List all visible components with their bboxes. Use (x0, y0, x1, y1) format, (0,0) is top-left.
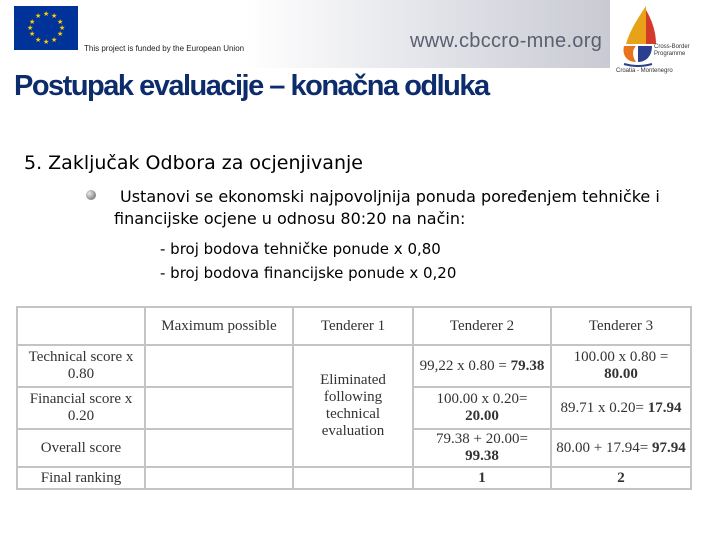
tenderer-1-eliminated: Eliminated following technical evaluation (293, 345, 413, 467)
tenderer-3-overall (551, 429, 691, 467)
cross-border-programme-logo (612, 4, 716, 84)
tenderer-2-ranking (413, 467, 551, 489)
page-title: Postupak evaluacije – konačna odluka (14, 70, 489, 102)
tenderer-3-overall-result: 97.94 (651, 439, 686, 456)
header-empty-cell (17, 307, 145, 345)
table-row (17, 345, 691, 387)
eu-flag-icon: ★ ★ ★ ★ ★ ★ ★ ★ ★ ★ ★ ★ (14, 6, 78, 50)
website-url[interactable]: www.cbccro-mne.org (410, 30, 603, 52)
logo-text-3: Croatia - Montenegro (616, 68, 673, 74)
tenderer-2-technical-calc: 99,22 x 0.80 = (419, 357, 511, 374)
tenderer-3-rank-value: 2 (617, 469, 625, 486)
header-tenderer-2: Tenderer 2 (413, 307, 551, 345)
sub-item-financial: - broj bodova financijske ponude x 0,20 (160, 264, 457, 282)
tenderer-2-rank-value: 1 (478, 469, 486, 486)
logo-text-1: Cross-Border (654, 44, 690, 50)
tenderer-3-financial-result: 17.94 (647, 399, 682, 416)
tenderer-1-ranking (293, 467, 413, 489)
logo-text-2: Programme (654, 51, 686, 57)
tenderer-3-technical-calc: 100.00 x 0.80 = (573, 349, 669, 365)
row-label-overall: Overall score (17, 429, 145, 467)
tenderer-2-technical (413, 345, 551, 387)
max-overall-cell (145, 429, 293, 467)
table-row (17, 467, 691, 489)
funded-by-eu-text: This project is funded by the European Union (84, 44, 245, 53)
row-label-ranking: Final ranking (17, 467, 145, 489)
tenderer-2-financial (413, 387, 551, 429)
tenderer-2-financial-calc: 100.00 x 0.20= (436, 391, 528, 407)
header-tenderer-1: Tenderer 1 (293, 307, 413, 345)
tenderer-2-overall (413, 429, 551, 467)
bullet-icon (86, 190, 96, 200)
tenderer-3-financial-calc: 89.71 x 0.20= (560, 399, 648, 416)
tenderer-3-overall-calc: 80.00 + 17.94= (556, 439, 652, 456)
tenderer-2-overall-calc: 79.38 + 20.00= (436, 431, 528, 447)
bullet-text: Ustanovi se ekonomski najpovoljnija ponuda poređenjem tehničke i financijske ocjene u odnosu 80:20 na način: (114, 187, 660, 228)
tenderer-3-technical (551, 345, 691, 387)
table-header-row (17, 307, 691, 345)
logo-text-block (654, 44, 690, 58)
max-ranking-cell (145, 467, 293, 489)
max-technical-cell (145, 345, 293, 387)
section-subheading: 5. Zaključak Odbora za ocjenjivanje (24, 152, 363, 174)
tenderer-2-technical-result: 79.38 (510, 357, 545, 374)
tenderer-2-overall-result: 99.38 (465, 448, 499, 464)
max-financial-cell (145, 387, 293, 429)
sub-item-technical: - broj bodova tehničke ponude x 0,80 (160, 240, 441, 258)
evaluation-table (16, 306, 692, 490)
tenderer-3-ranking (551, 467, 691, 489)
row-label-technical: Technical score x 0.80 (17, 345, 145, 387)
header-tenderer-3: Tenderer 3 (551, 307, 691, 345)
tenderer-2-financial-result: 20.00 (465, 408, 499, 424)
tenderer-3-technical-result: 80.00 (604, 366, 638, 382)
header-maximum-possible: Maximum possible (145, 307, 293, 345)
row-label-financial: Financial score x 0.20 (17, 387, 145, 429)
tenderer-3-financial (551, 387, 691, 429)
